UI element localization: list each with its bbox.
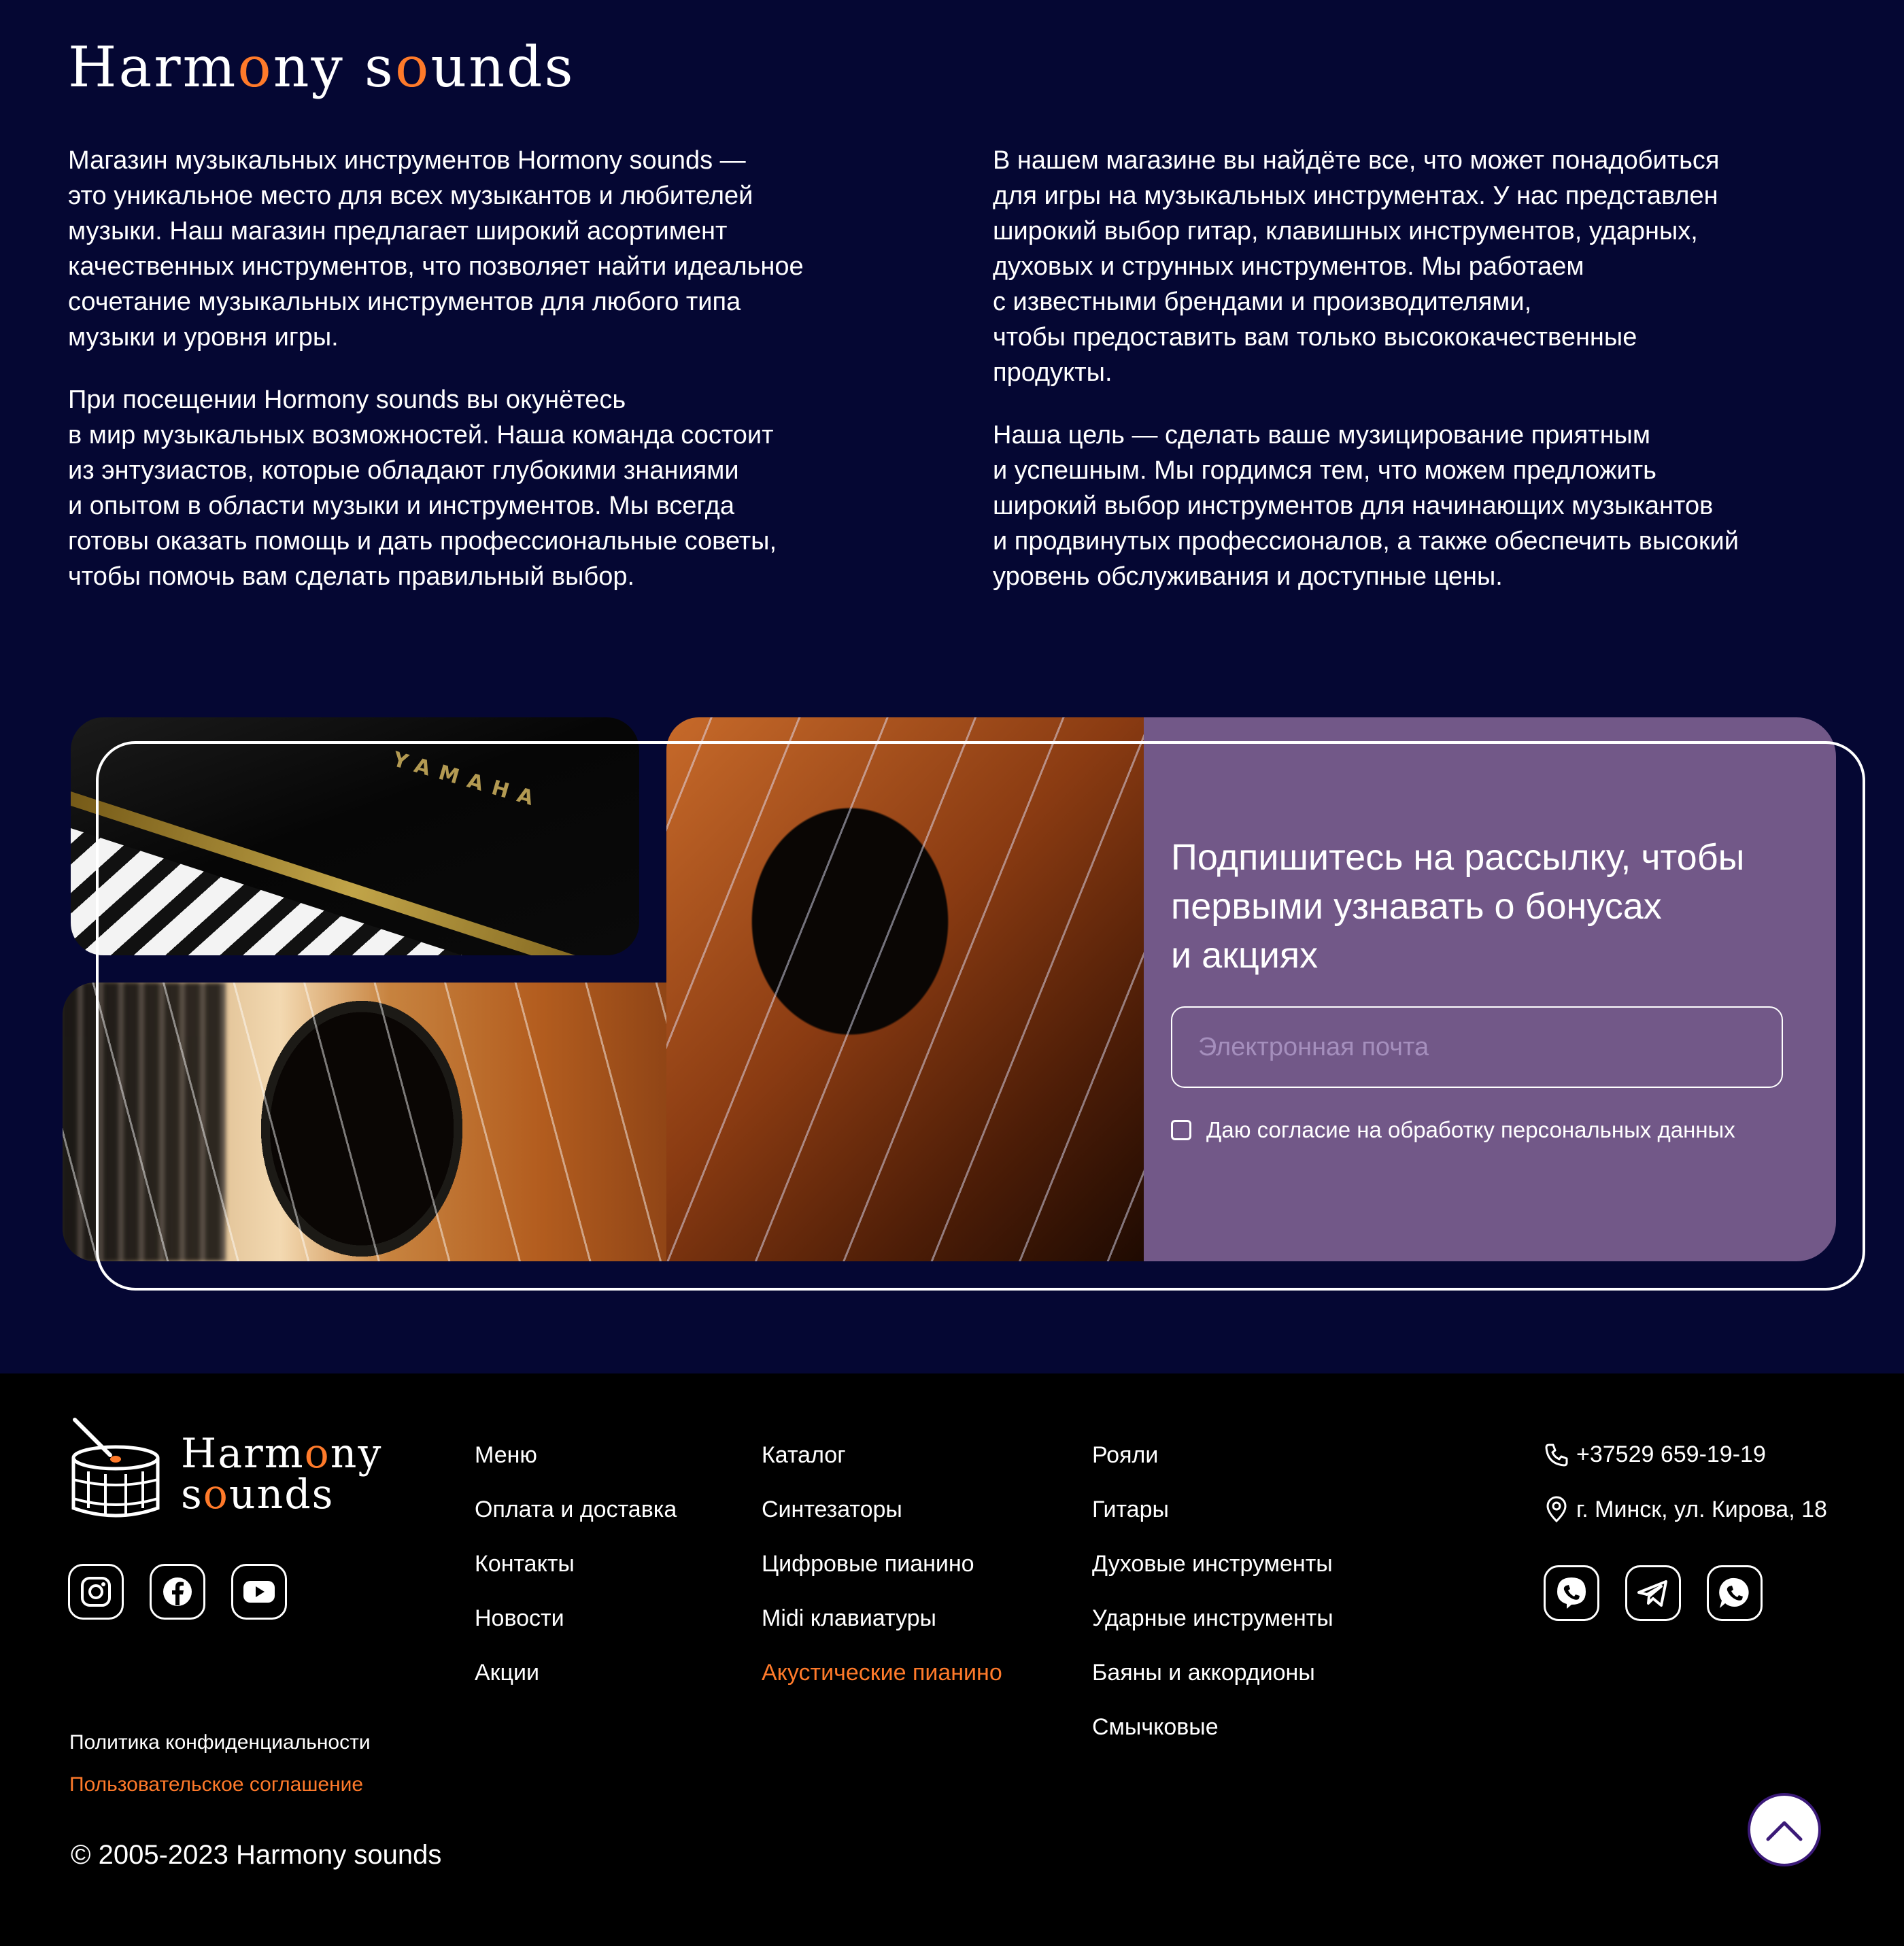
address-row: [1544, 1496, 1827, 1523]
drum-logo-icon: [68, 1414, 177, 1523]
chevron-up-icon: [1764, 1817, 1805, 1842]
brand-title-part: unds: [430, 35, 575, 100]
about-paragraph: Магазин музыкальных инструментов Hormony sounds — это уникальное место для всех музыкантов и любителей музыки. Наш магазин предлагает широкий асортимент качественных инструментов, что позволяет найти идеальное сочетание музыкальных инструментов для любого типа музыки и уровня игры.: [68, 146, 804, 352]
footer-link-acoustic-pianos[interactable]: Акустические пианино: [762, 1660, 1002, 1686]
phone-icon: [1544, 1442, 1569, 1468]
footer-catalog-column: [762, 1438, 1002, 1710]
brand-title: [68, 35, 575, 100]
logo-text-part: ny: [330, 1430, 383, 1478]
logo-text-part: s: [181, 1471, 203, 1518]
facebook-icon[interactable]: [150, 1564, 205, 1620]
brand-title-accent-letter: o: [395, 35, 431, 100]
footer-categories-column: [1092, 1438, 1333, 1764]
logo-text-part: Harm: [181, 1430, 305, 1478]
footer-logo-text: [181, 1430, 383, 1518]
consent-row[interactable]: [1171, 1117, 1735, 1143]
youtube-icon[interactable]: [231, 1564, 287, 1620]
viber-icon[interactable]: [1544, 1565, 1599, 1621]
footer-link-grand-pianos[interactable]: Рояли: [1092, 1442, 1159, 1468]
phone-number: +37529 659-19-19: [1576, 1441, 1766, 1467]
footer-link-wind-instruments[interactable]: Духовые инструменты: [1092, 1551, 1333, 1577]
consent-checkbox[interactable]: [1171, 1120, 1191, 1140]
instagram-icon[interactable]: [68, 1564, 124, 1620]
consent-label: Даю согласие на обработку персональных данных: [1206, 1117, 1735, 1142]
logo-accent-letter: o: [304, 1430, 330, 1478]
footer-link-midi-keyboards[interactable]: Midi клавиатуры: [762, 1605, 936, 1631]
user-agreement-link[interactable]: Пользовательское соглашение: [69, 1773, 364, 1796]
about-paragraph: В нашем магазине вы найдёте все, что может понадобиться для игры на музыкальных инструментах. У нас представлен широкий выбор гитар, клавишных инструментов, ударных, духовых и струнных инструментов. Мы работаем с известными брендами и производителями, чтобы предоставить вам только высококачественные продукты.: [993, 146, 1720, 387]
footer-link-contacts[interactable]: Контакты: [475, 1551, 575, 1577]
about-paragraph: Наша цель — сделать ваше музицирование приятным и успешным. Мы гордимся тем, что можем предложить широкий выбор инструментов для начинающих музыкантов и продвинутых профессионалов, а также обеспечить высокий уровень обслуживания и доступные цены.: [993, 421, 1739, 591]
brand-title-part: ny s: [273, 35, 396, 100]
footer-link-bowed[interactable]: Смычковые: [1092, 1714, 1219, 1740]
footer-menu-column: [475, 1438, 677, 1710]
brand-title-part: Harm: [68, 35, 238, 100]
footer-link-news[interactable]: Новости: [475, 1605, 564, 1631]
about-column-left: [68, 143, 898, 621]
footer-link-promotions[interactable]: Акции: [475, 1660, 540, 1686]
privacy-policy-link[interactable]: Политика конфиденциальности: [69, 1731, 371, 1754]
logo-text-part: unds: [228, 1471, 335, 1518]
telegram-icon[interactable]: [1625, 1565, 1681, 1621]
about-column-right: [993, 143, 1836, 621]
location-pin-icon: [1544, 1496, 1569, 1523]
logo-accent-letter: o: [203, 1471, 229, 1518]
footer-link-guitars[interactable]: Гитары: [1092, 1497, 1169, 1522]
about-paragraph: При посещении Hormony sounds вы окунётесь в мир музыкальных возможностей. Наша команда состоит из энтузиастов, которые обладают глубокими знаниями и опытом в области музыки и инструментов. Мы всегда готовы оказать помощь и дать профессиональные советы, чтобы помочь вам сделать правильный выбор.: [68, 386, 777, 591]
footer-link-percussion[interactable]: Ударные инструменты: [1092, 1605, 1333, 1631]
subscribe-heading: Подпишитесь на рассылку, чтобы первыми узнавать о бонусах и акциях: [1171, 837, 1745, 976]
scroll-to-top-button[interactable]: [1748, 1793, 1821, 1866]
brand-title-accent-letter: o: [237, 35, 273, 100]
address-text: г. Минск, ул. Кирова, 18: [1576, 1496, 1827, 1522]
footer-link-accordions[interactable]: Баяны и аккордионы: [1092, 1660, 1315, 1686]
copyright: © 2005-2023 Harmony sounds: [71, 1840, 442, 1870]
footer-link-synthesizers[interactable]: Синтезаторы: [762, 1497, 902, 1522]
email-input[interactable]: [1171, 1006, 1783, 1088]
footer-link-payment-delivery[interactable]: Оплата и доставка: [475, 1497, 677, 1522]
footer-link-menu[interactable]: Меню: [475, 1442, 537, 1468]
footer-link-digital-pianos[interactable]: Цифровые пианино: [762, 1551, 974, 1577]
phone-row[interactable]: [1544, 1441, 1766, 1468]
whatsapp-icon[interactable]: [1707, 1565, 1763, 1621]
piano-brand-label: YAMAHA: [390, 747, 545, 813]
footer-link-catalog[interactable]: Каталог: [762, 1442, 846, 1468]
